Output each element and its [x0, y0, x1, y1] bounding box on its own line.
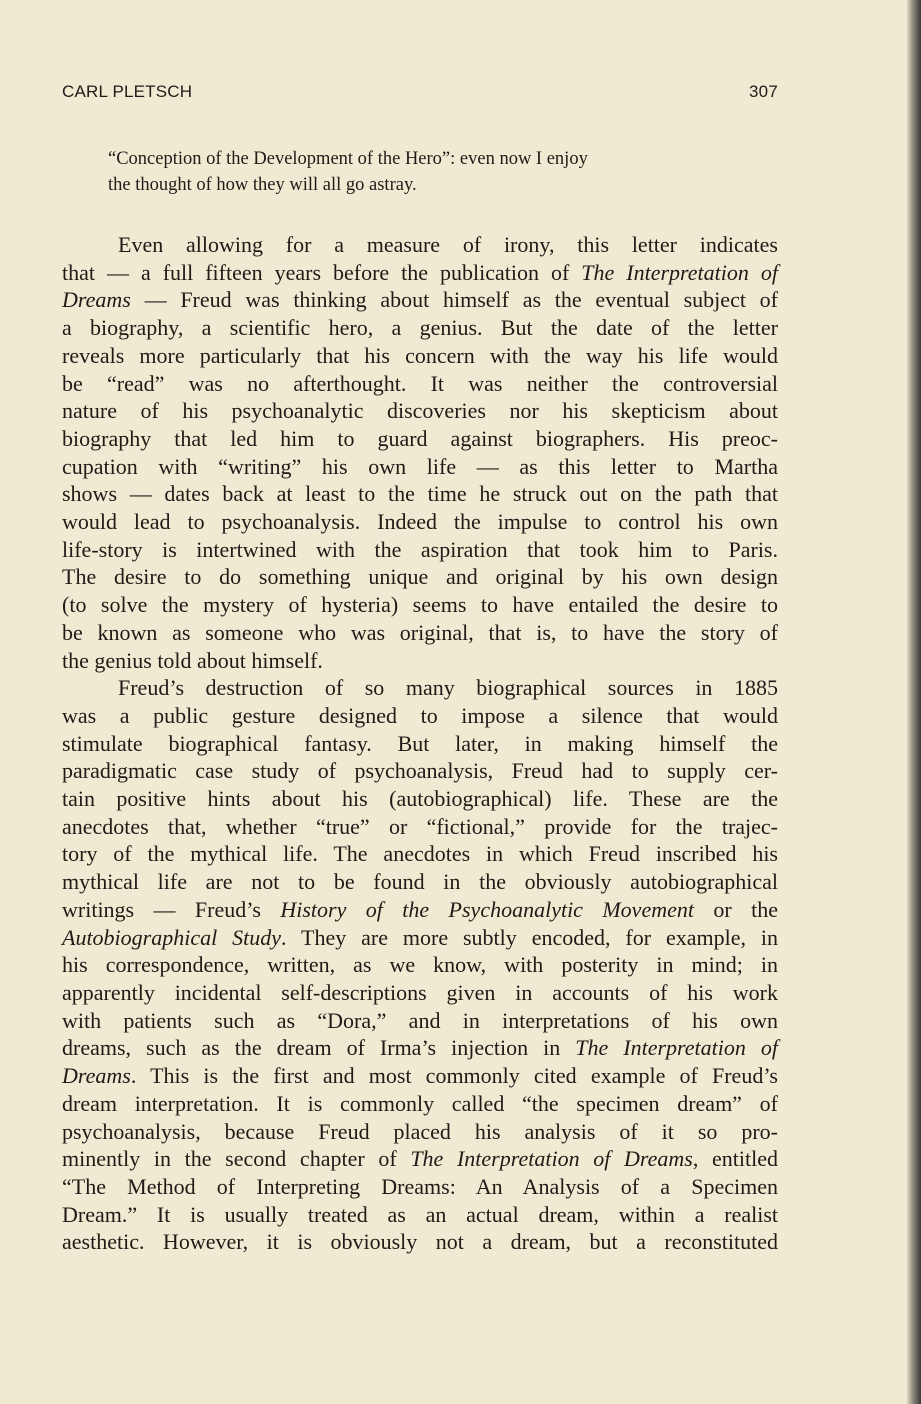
body-text: [62, 231, 778, 1256]
text-line: [62, 259, 778, 287]
text-line: reveals more particularly that his concern with the way his life would: [62, 342, 778, 368]
text-line: the genius told about himself.: [62, 647, 323, 673]
text-line: be “read” was no afterthought. It was neither the controversial: [62, 370, 778, 396]
text-line: [62, 1062, 778, 1090]
page-number: 307: [749, 82, 778, 101]
block-quote: [108, 146, 748, 198]
paragraph-2: [62, 674, 778, 1256]
text-line: Freud’s destruction of so many biographical sources in 1885: [118, 675, 778, 701]
italic-title: Dreams: [62, 1063, 131, 1089]
text-line: [62, 1034, 778, 1062]
italic-title: History of the Psychoanalytic Movement: [280, 896, 694, 922]
text-line: [62, 896, 778, 924]
text-line: dream interpretation. It is commonly called “the specimen dream” of: [62, 1090, 778, 1116]
text-segment: writings — Freud’s: [62, 896, 281, 922]
text-line: was a public gesture designed to impose a silence that would: [62, 702, 778, 728]
page-edge: [907, 0, 921, 1404]
text-line: cupation with “writing” his own life — as this letter to Martha: [62, 453, 778, 479]
text-line: Even allowing for a measure of irony, this letter indicates: [118, 232, 778, 257]
italic-title: The Interpretation of Dreams: [410, 1146, 693, 1172]
text-line: his correspondence, written, as we know, with posterity in mind; in: [62, 952, 778, 978]
text-line: “The Method of Interpreting Dreams: An Analysis of a Specimen: [62, 1173, 778, 1199]
text-line: anecdotes that, whether “true” or “fictional,” provide for the trajec-: [62, 813, 778, 839]
text-line: psychoanalysis, because Freud placed his analysis of it so pro-: [62, 1118, 778, 1144]
text-line: would lead to psychoanalysis. Indeed the impulse to control his own: [62, 509, 778, 535]
text-line: shows — dates back at least to the time he struck out on the path that: [62, 481, 778, 507]
text-segment: . This is the first and most commonly cited example of Freud’s: [130, 1063, 778, 1089]
text-line: The desire to do something unique and original by his own design: [62, 564, 778, 590]
italic-title: Autobiographical Study: [62, 924, 281, 950]
text-segment: — Freud was thinking about himself as the eventual subject of: [130, 287, 778, 313]
running-header: [62, 82, 778, 102]
text-line: [62, 1145, 778, 1173]
text-segment: dreams, such as the dream of Irma’s injection in: [62, 1035, 576, 1061]
text-line: paradigmatic case study of psychoanalysis, Freud had to supply cer-: [62, 758, 778, 784]
text-segment: that — a full fifteen years before the publication of: [62, 259, 582, 285]
text-line: Dream.” It is usually treated as an actual dream, within a realist: [62, 1201, 778, 1227]
text-line: biography that led him to guard against biographers. His preoc-: [62, 425, 778, 451]
text-line: tory of the mythical life. The anecdotes in which Freud inscribed his: [62, 841, 778, 867]
text-line: mythical life are not to be found in the obviously autobiographical: [62, 869, 778, 895]
text-segment: , entitled: [692, 1146, 778, 1172]
text-line: with patients such as “Dora,” and in interpretations of his own: [62, 1007, 778, 1033]
italic-title: The Interpretation of: [575, 1035, 778, 1061]
text-line: [62, 286, 778, 314]
quote-line: “Conception of the Development of the Hero”: even now I enjoy: [108, 149, 588, 169]
text-line: life-story is intertwined with the aspiration that took him to Paris.: [62, 536, 778, 562]
text-line: (to solve the mystery of hysteria) seems to have entailed the desire to: [62, 592, 778, 618]
text-line: a biography, a scientific hero, a genius. But the date of the letter: [62, 315, 778, 341]
text-line: be known as someone who was original, that is, to have the story of: [62, 619, 778, 645]
paragraph-1: [62, 231, 778, 674]
text-line: aesthetic. However, it is obviously not a dream, but a reconstituted: [62, 1229, 778, 1255]
text-line: tain positive hints about his (autobiographical) life. These are the: [62, 786, 778, 812]
text-line: apparently incidental self-descriptions given in accounts of his work: [62, 979, 778, 1005]
text-line: nature of his psychoanalytic discoveries nor his skepticism about: [62, 398, 778, 424]
text-segment: minently in the second chapter of: [62, 1146, 411, 1172]
text-segment: or the: [693, 896, 778, 922]
italic-title: Dreams: [62, 287, 131, 313]
quote-line: the thought of how they will all go astray.: [108, 175, 417, 195]
text-line: stimulate biographical fantasy. But later, in making himself the: [62, 730, 778, 756]
text-line: [62, 924, 778, 952]
text-segment: . They are more subtly encoded, for example, in: [281, 924, 778, 950]
italic-title: The Interpretation of: [581, 259, 778, 285]
running-header-author: CARL PLETSCH: [62, 82, 193, 101]
